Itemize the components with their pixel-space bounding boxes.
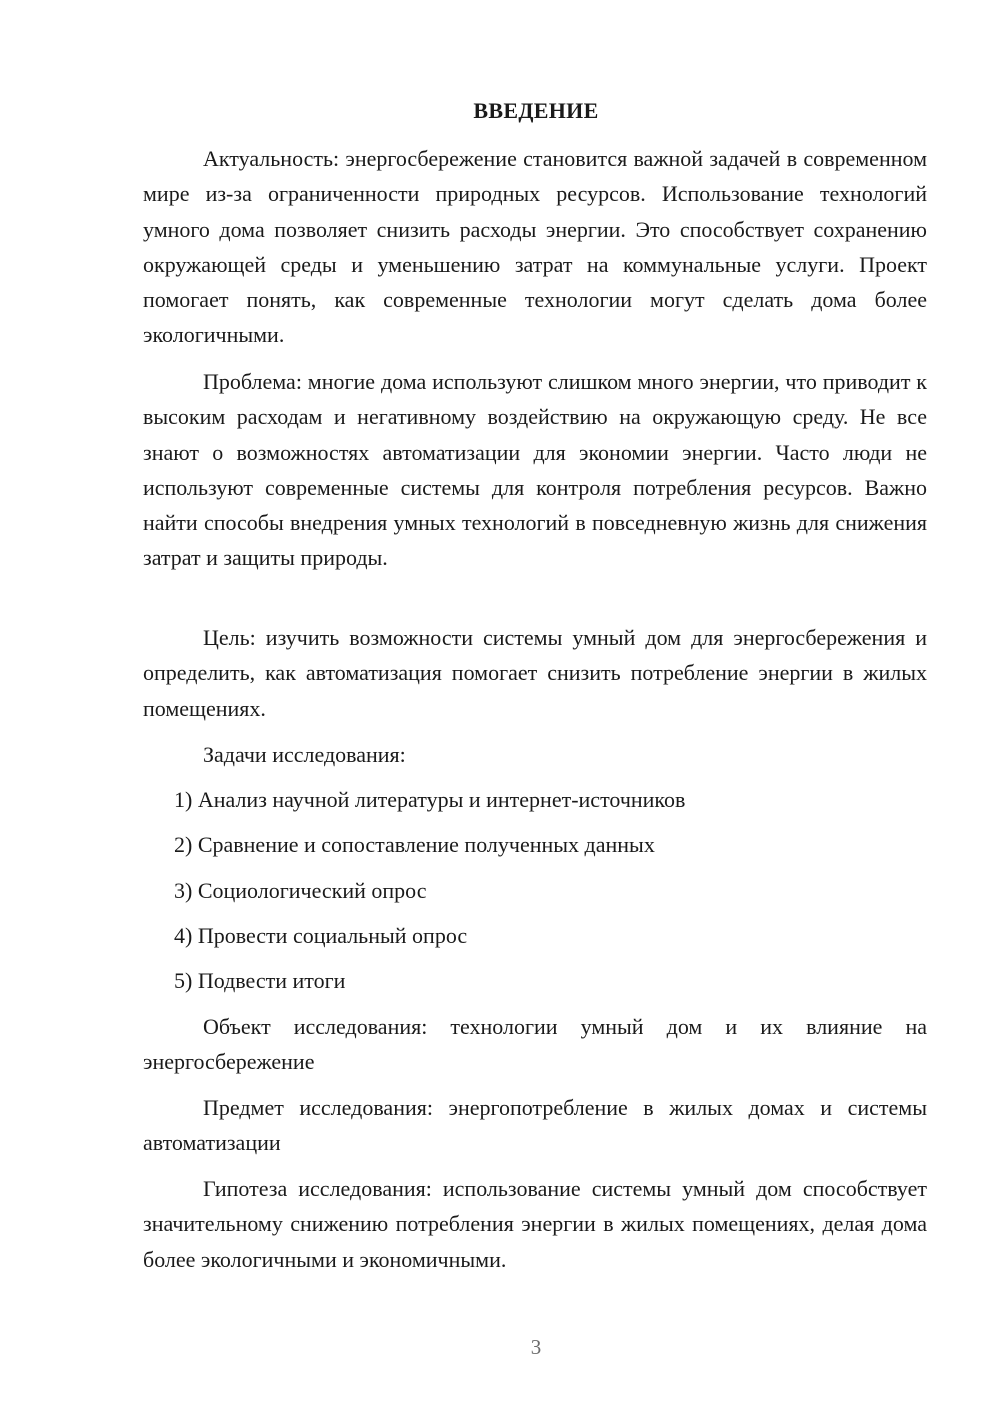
list-item: 3) Социологический опрос	[174, 878, 427, 903]
subject-paragraph: Предмет исследования: энергопотребление в жилых домах и системы автоматизации	[143, 1095, 927, 1156]
list-item: 2) Сравнение и сопоставление полученных данных	[174, 832, 655, 857]
list-item: 1) Анализ научной литературы и интернет-источников	[174, 787, 686, 812]
list-item: 5) Подвести итоги	[174, 968, 346, 993]
page-title: ВВЕДЕНИЕ	[473, 98, 599, 123]
list-item: 4) Провести социальный опрос	[174, 923, 468, 948]
object-paragraph: Объект исследования: технологии умный дом и их влияние на энергосбережение	[143, 1014, 927, 1075]
tasks-title: Задачи исследования:	[203, 742, 406, 767]
hypothesis-paragraph: Гипотеза исследования: использование системы умный дом способствует значительному снижению потребления энергии в жилых помещениях, делая дома более экологичными и экономичными.	[143, 1176, 927, 1272]
page-number: 3	[530, 1335, 542, 1359]
problem-paragraph: Проблема: многие дома используют слишком много энергии, что приводит к высоким расходам и негативному воздействию на окружающую среду. Не все знают о возможностях автоматизации для экономии энергии. Часто люди не используют современные системы для контроля потребления ресурсов. Важно найти способы внедрения умных технологий в повседневную жизнь для снижения затрат и защиты природы.	[143, 369, 927, 571]
goal-paragraph: Цель: изучить возможности системы умный дом для энергосбережения и определить, как автоматизация помогает снизить потребление энергии в жилых помещениях.	[143, 625, 927, 721]
relevance-paragraph: Актуальность: энергосбережение становится важной задачей в современном мире из-за ограниченности природных ресурсов. Использование технологий умного дома позволяет снизить расходы энергии. Это способствует сохранению окружающей среды и уменьшению затрат на коммунальные услуги. Проект помогает понять, как современные технологии могут сделать дома более экологичными.	[143, 146, 927, 348]
